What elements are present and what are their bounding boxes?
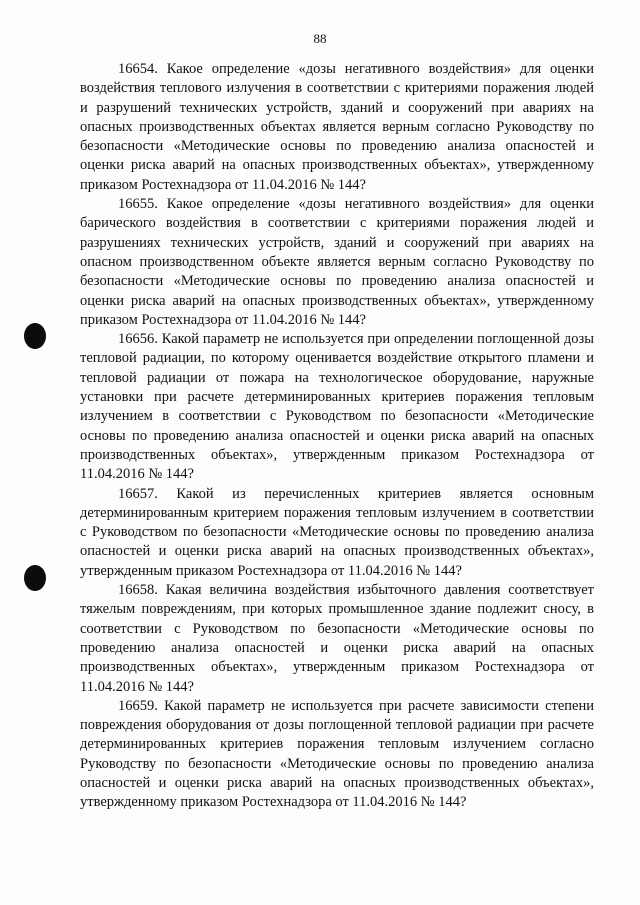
question-16657: 16657. Какой из перечисленных критериев является основным детерминированным критерием поражения тепловым излучением в соответствии с Руководством по безопасности «Методические основы по проведению анализа опасностей и оценки риска аварий на опасных производственных объектах», утвержденным приказом Ростехнадзора от 11.04.2016 № 144?: [80, 485, 594, 579]
punch-hole: [24, 565, 46, 591]
punch-hole: [24, 323, 46, 349]
question-16655: 16655. Какое определение «дозы негативного воздействия» для оценки барического воздействия в соответствии с критериями поражения людей и разрушениях технических устройств, зданий и сооружений при авариях на опасном производственном объекте является верным согласно Руководству по безопасности «Методические основы по проведению анализа опасностей и оценки риска аварий на опасных производственных объектах», утвержденному приказом Ростехнадзора от 11.04.2016 № 144?: [80, 196, 594, 328]
page-number: 88: [313, 31, 327, 46]
question-16658: 16658. Какая величина воздействия избыточного давления соответствует тяжелым повреждениям, при которых промышленное здание подлежит сносу, в соответствии с Руководством по безопасности «Методические основы по проведению анализа опасностей и оценки риска аварий на опасных производственных объектах», утвержденным приказом Ростехнадзора от 11.04.2016 № 144?: [80, 582, 594, 695]
question-16656: 16656. Какой параметр не используется при определении поглощенной дозы тепловой радиации, по которому оценивается воздействие открытого пламени и тепловой радиации от пожара на технологическое оборудование, наружные установки при расчете детерминированных критериев поражения тепловым излучением в соответствии с Руководством по безопасности «Методические основы по проведению анализа опасностей и оценки риска аварий на опасных производственных объектах», утвержденным приказом Ростехнадзора от 11.04.2016 № 144?: [80, 331, 594, 483]
question-list: [80, 60, 594, 813]
question-16659: 16659. Какой параметр не используется при расчете зависимости степени повреждения оборудования от дозы поглощенной тепловой радиации при расчете детерминированных критериев поражения тепловым излучением согласно Руководству по безопасности «Методические основы по проведению анализа опасностей и оценки риска аварий на опасных производственных объектах», утвержденному приказом Ростехнадзора от 11.04.2016 № 144?: [80, 697, 594, 811]
question-16654: 16654. Какое определение «дозы негативного воздействия» для оценки воздействия теплового излучения в соответствии с критериями поражения людей и разрушений технических устройств, зданий и сооружений при авариях на опасных производственных объектах является верным согласно Руководству по безопасности «Методические основы по проведению анализа опасностей и оценки риска аварий на опасных производственных объектах», утвержденному приказом Ростехнадзора от 11.04.2016 № 144?: [80, 61, 594, 193]
